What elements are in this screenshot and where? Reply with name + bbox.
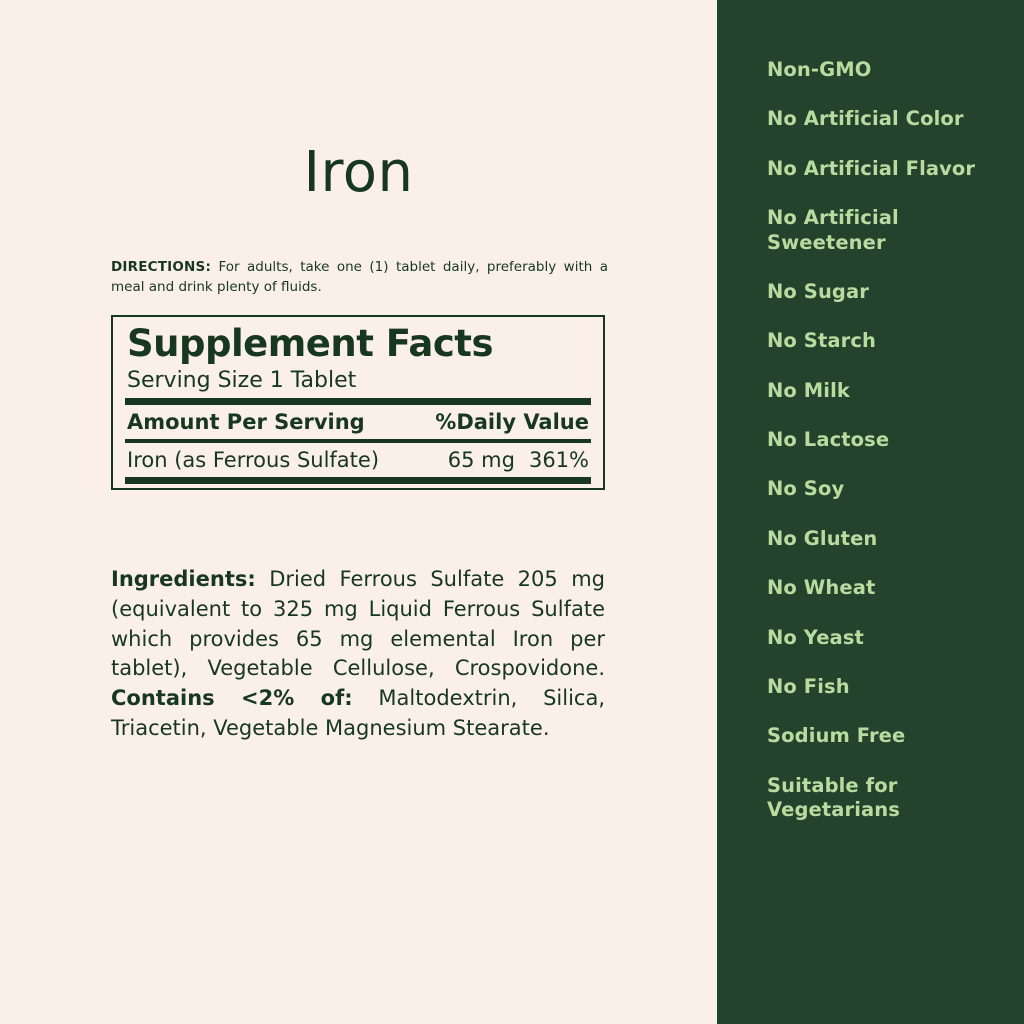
contains-label: Contains <2% of: bbox=[111, 686, 353, 711]
list-item: No Yeast bbox=[767, 625, 864, 649]
contains-text: Maltodextrin, Silica, Triacetin, Vegetable Magnesium Stearate. bbox=[111, 686, 605, 741]
claims-panel bbox=[717, 0, 1024, 1024]
directions-label: DIRECTIONS: bbox=[111, 259, 212, 275]
list-item: No Artificial Color bbox=[767, 107, 964, 131]
ingredients-label: Ingredients: bbox=[111, 567, 256, 591]
column-header-daily-value: %Daily Value bbox=[435, 409, 589, 434]
divider-med bbox=[125, 439, 591, 443]
list-item: Sodium Free bbox=[767, 724, 906, 748]
list-item: Suitable for Vegetarians bbox=[767, 773, 900, 821]
list-item: No Lactose bbox=[767, 428, 890, 451]
divider-thick-top bbox=[125, 398, 591, 405]
ingredients-block bbox=[111, 565, 605, 744]
list-item: No Soy bbox=[767, 477, 845, 501]
list-item: No Milk bbox=[767, 378, 850, 402]
nutrient-name: Iron (as Ferrous Sulfate) bbox=[127, 448, 380, 473]
list-item: No Artificial Flavor bbox=[767, 156, 976, 180]
column-header-amount: Amount Per Serving bbox=[127, 409, 365, 434]
directions-text: For adults, take one (1) tablet daily, preferably with a meal and drink plenty of fluids. bbox=[111, 259, 608, 295]
supplement-facts-title: Supplement Facts bbox=[127, 322, 494, 365]
serving-size: Serving Size 1 Tablet bbox=[127, 367, 357, 393]
page-title: Iron bbox=[303, 140, 414, 205]
list-item: No Sugar bbox=[767, 279, 869, 303]
list-item: No Fish bbox=[767, 674, 850, 698]
supplement-facts-header-row bbox=[125, 408, 591, 436]
list-item: No Artificial Sweetener bbox=[767, 206, 899, 254]
nutrient-daily-value: 361% bbox=[528, 448, 589, 473]
list-item: Non-GMO bbox=[767, 58, 872, 81]
nutrient-amount: 65 mg bbox=[447, 448, 515, 473]
divider-thick-bottom bbox=[125, 477, 591, 484]
directions-block bbox=[111, 258, 608, 297]
ingredients-text: Dried Ferrous Sulfate 205 mg (equivalent to 325 mg Liquid Ferrous Sulfate which provides 65 mg elemental Iron per tablet), Vegetable Cellulose, Crospovidone. bbox=[111, 567, 605, 681]
supplement-facts-panel bbox=[111, 315, 605, 490]
list-item: No Gluten bbox=[767, 526, 878, 550]
list-item: No Wheat bbox=[767, 576, 876, 600]
list-item: No Starch bbox=[767, 329, 876, 353]
table-row bbox=[125, 446, 591, 474]
